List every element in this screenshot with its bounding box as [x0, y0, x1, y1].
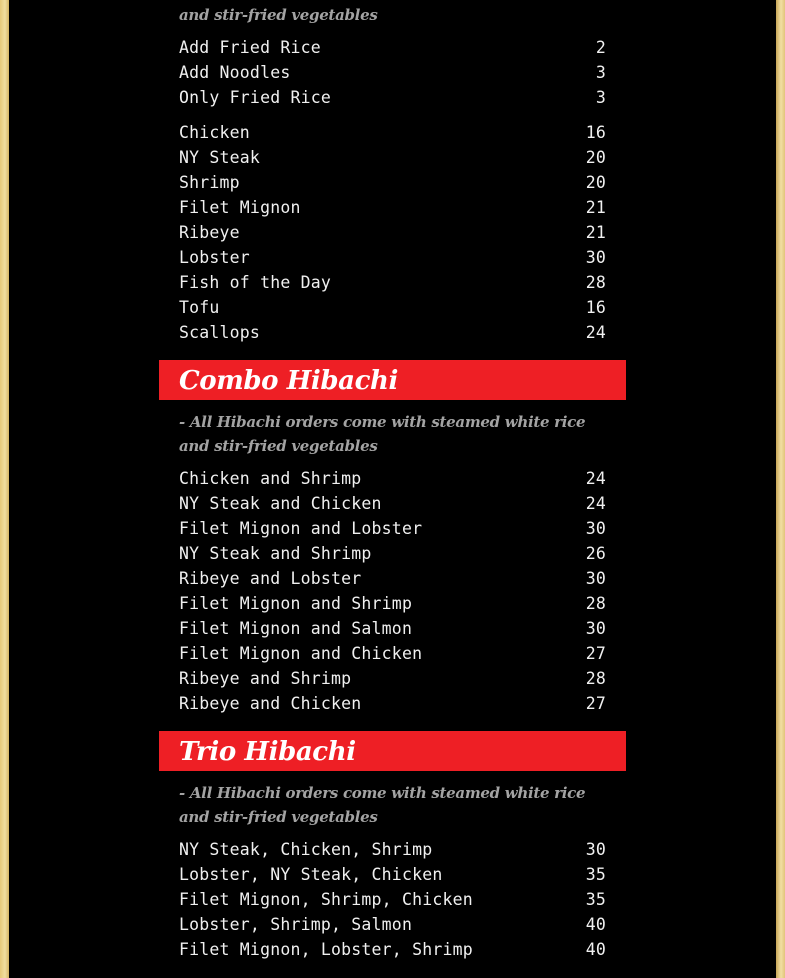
menu-item — [179, 295, 606, 320]
item-price: 21 — [585, 223, 606, 242]
item-name: Ribeye and Shrimp — [179, 669, 352, 688]
combo-hibachi-title: Combo Hibachi — [159, 360, 626, 400]
item-price: 24 — [585, 469, 606, 488]
trio-hibachi-list — [179, 837, 606, 962]
item-price: 20 — [585, 148, 606, 167]
item-name: Ribeye — [179, 223, 240, 242]
menu-item — [179, 170, 606, 195]
item-name: Add Noodles — [179, 63, 291, 82]
menu-item — [179, 641, 606, 666]
menu-item — [179, 591, 606, 616]
menu-item — [179, 120, 606, 145]
menu-item — [179, 837, 606, 862]
menu-item — [179, 85, 606, 110]
single-hibachi-list — [179, 120, 606, 345]
item-price: 30 — [585, 248, 606, 267]
single-hibachi-note: and stir-fried vegetables — [179, 6, 378, 24]
item-price: 24 — [585, 494, 606, 513]
item-price: 20 — [585, 173, 606, 192]
item-price: 27 — [585, 644, 606, 663]
item-name: Lobster, Shrimp, Salmon — [179, 915, 413, 934]
item-name: Only Fried Rice — [179, 88, 332, 107]
menu-item — [179, 862, 606, 887]
item-price: 3 — [595, 63, 606, 82]
menu-item — [179, 491, 606, 516]
item-price: 26 — [585, 544, 606, 563]
menu-item — [179, 270, 606, 295]
combo-hibachi-note: - All Hibachi orders come with steamed white rice and stir-fried vegetables — [179, 413, 586, 455]
item-price: 16 — [585, 123, 606, 142]
menu-item — [179, 320, 606, 345]
item-name: Filet Mignon and Chicken — [179, 644, 423, 663]
item-price: 28 — [585, 273, 606, 292]
item-price: 16 — [585, 298, 606, 317]
item-name: Filet Mignon and Salmon — [179, 619, 413, 638]
item-price: 35 — [585, 865, 606, 884]
menu-item — [179, 35, 606, 60]
item-name: NY Steak and Shrimp — [179, 544, 372, 563]
item-name: Filet Mignon — [179, 198, 301, 217]
item-price: 27 — [585, 694, 606, 713]
single-hibachi-section — [159, 0, 626, 345]
menu-item — [179, 912, 606, 937]
item-price: 28 — [585, 669, 606, 688]
item-name: Shrimp — [179, 173, 240, 192]
combo-hibachi-section — [159, 360, 626, 716]
item-name: Chicken and Shrimp — [179, 469, 362, 488]
item-name: Chicken — [179, 123, 250, 142]
item-price: 3 — [595, 88, 606, 107]
menu-item — [179, 245, 606, 270]
list-spacer — [159, 110, 626, 120]
item-name: Filet Mignon, Lobster, Shrimp — [179, 940, 473, 959]
menu-item — [179, 937, 606, 962]
trio-hibachi-section — [159, 731, 626, 962]
menu-item — [179, 616, 606, 641]
item-name: NY Steak — [179, 148, 261, 167]
item-name: Tofu — [179, 298, 220, 317]
item-price: 30 — [585, 840, 606, 859]
trio-hibachi-note: - All Hibachi orders come with steamed white rice and stir-fried vegetables — [179, 784, 586, 826]
item-name: NY Steak, Chicken, Shrimp — [179, 840, 433, 859]
menu-item — [179, 220, 606, 245]
item-price: 40 — [585, 915, 606, 934]
item-name: Filet Mignon, Shrimp, Chicken — [179, 890, 473, 909]
menu-item — [179, 60, 606, 85]
item-name: Add Fried Rice — [179, 38, 321, 57]
trio-hibachi-title: Trio Hibachi — [159, 731, 626, 771]
item-price: 21 — [585, 198, 606, 217]
item-name: NY Steak and Chicken — [179, 494, 382, 513]
item-name: Lobster — [179, 248, 250, 267]
item-price: 40 — [585, 940, 606, 959]
menu-item — [179, 666, 606, 691]
menu-item — [179, 541, 606, 566]
item-name: Filet Mignon and Lobster — [179, 519, 423, 538]
menu-item — [179, 516, 606, 541]
menu-item — [179, 887, 606, 912]
item-name: Scallops — [179, 323, 261, 342]
menu-item — [179, 195, 606, 220]
menu-item — [179, 145, 606, 170]
hibachi-menu-column — [159, 0, 626, 962]
item-price: 30 — [585, 619, 606, 638]
menu-item — [179, 691, 606, 716]
item-name: Lobster, NY Steak, Chicken — [179, 865, 443, 884]
item-price: 30 — [585, 569, 606, 588]
item-price: 30 — [585, 519, 606, 538]
menu-item — [179, 566, 606, 591]
combo-hibachi-list — [179, 466, 606, 716]
item-name: Fish of the Day — [179, 273, 332, 292]
menu-item — [179, 466, 606, 491]
addon-list — [179, 35, 606, 110]
item-price: 35 — [585, 890, 606, 909]
item-name: Ribeye and Lobster — [179, 569, 362, 588]
item-price: 2 — [595, 38, 606, 57]
item-price: 24 — [585, 323, 606, 342]
item-name: Ribeye and Chicken — [179, 694, 362, 713]
item-price: 28 — [585, 594, 606, 613]
item-name: Filet Mignon and Shrimp — [179, 594, 413, 613]
